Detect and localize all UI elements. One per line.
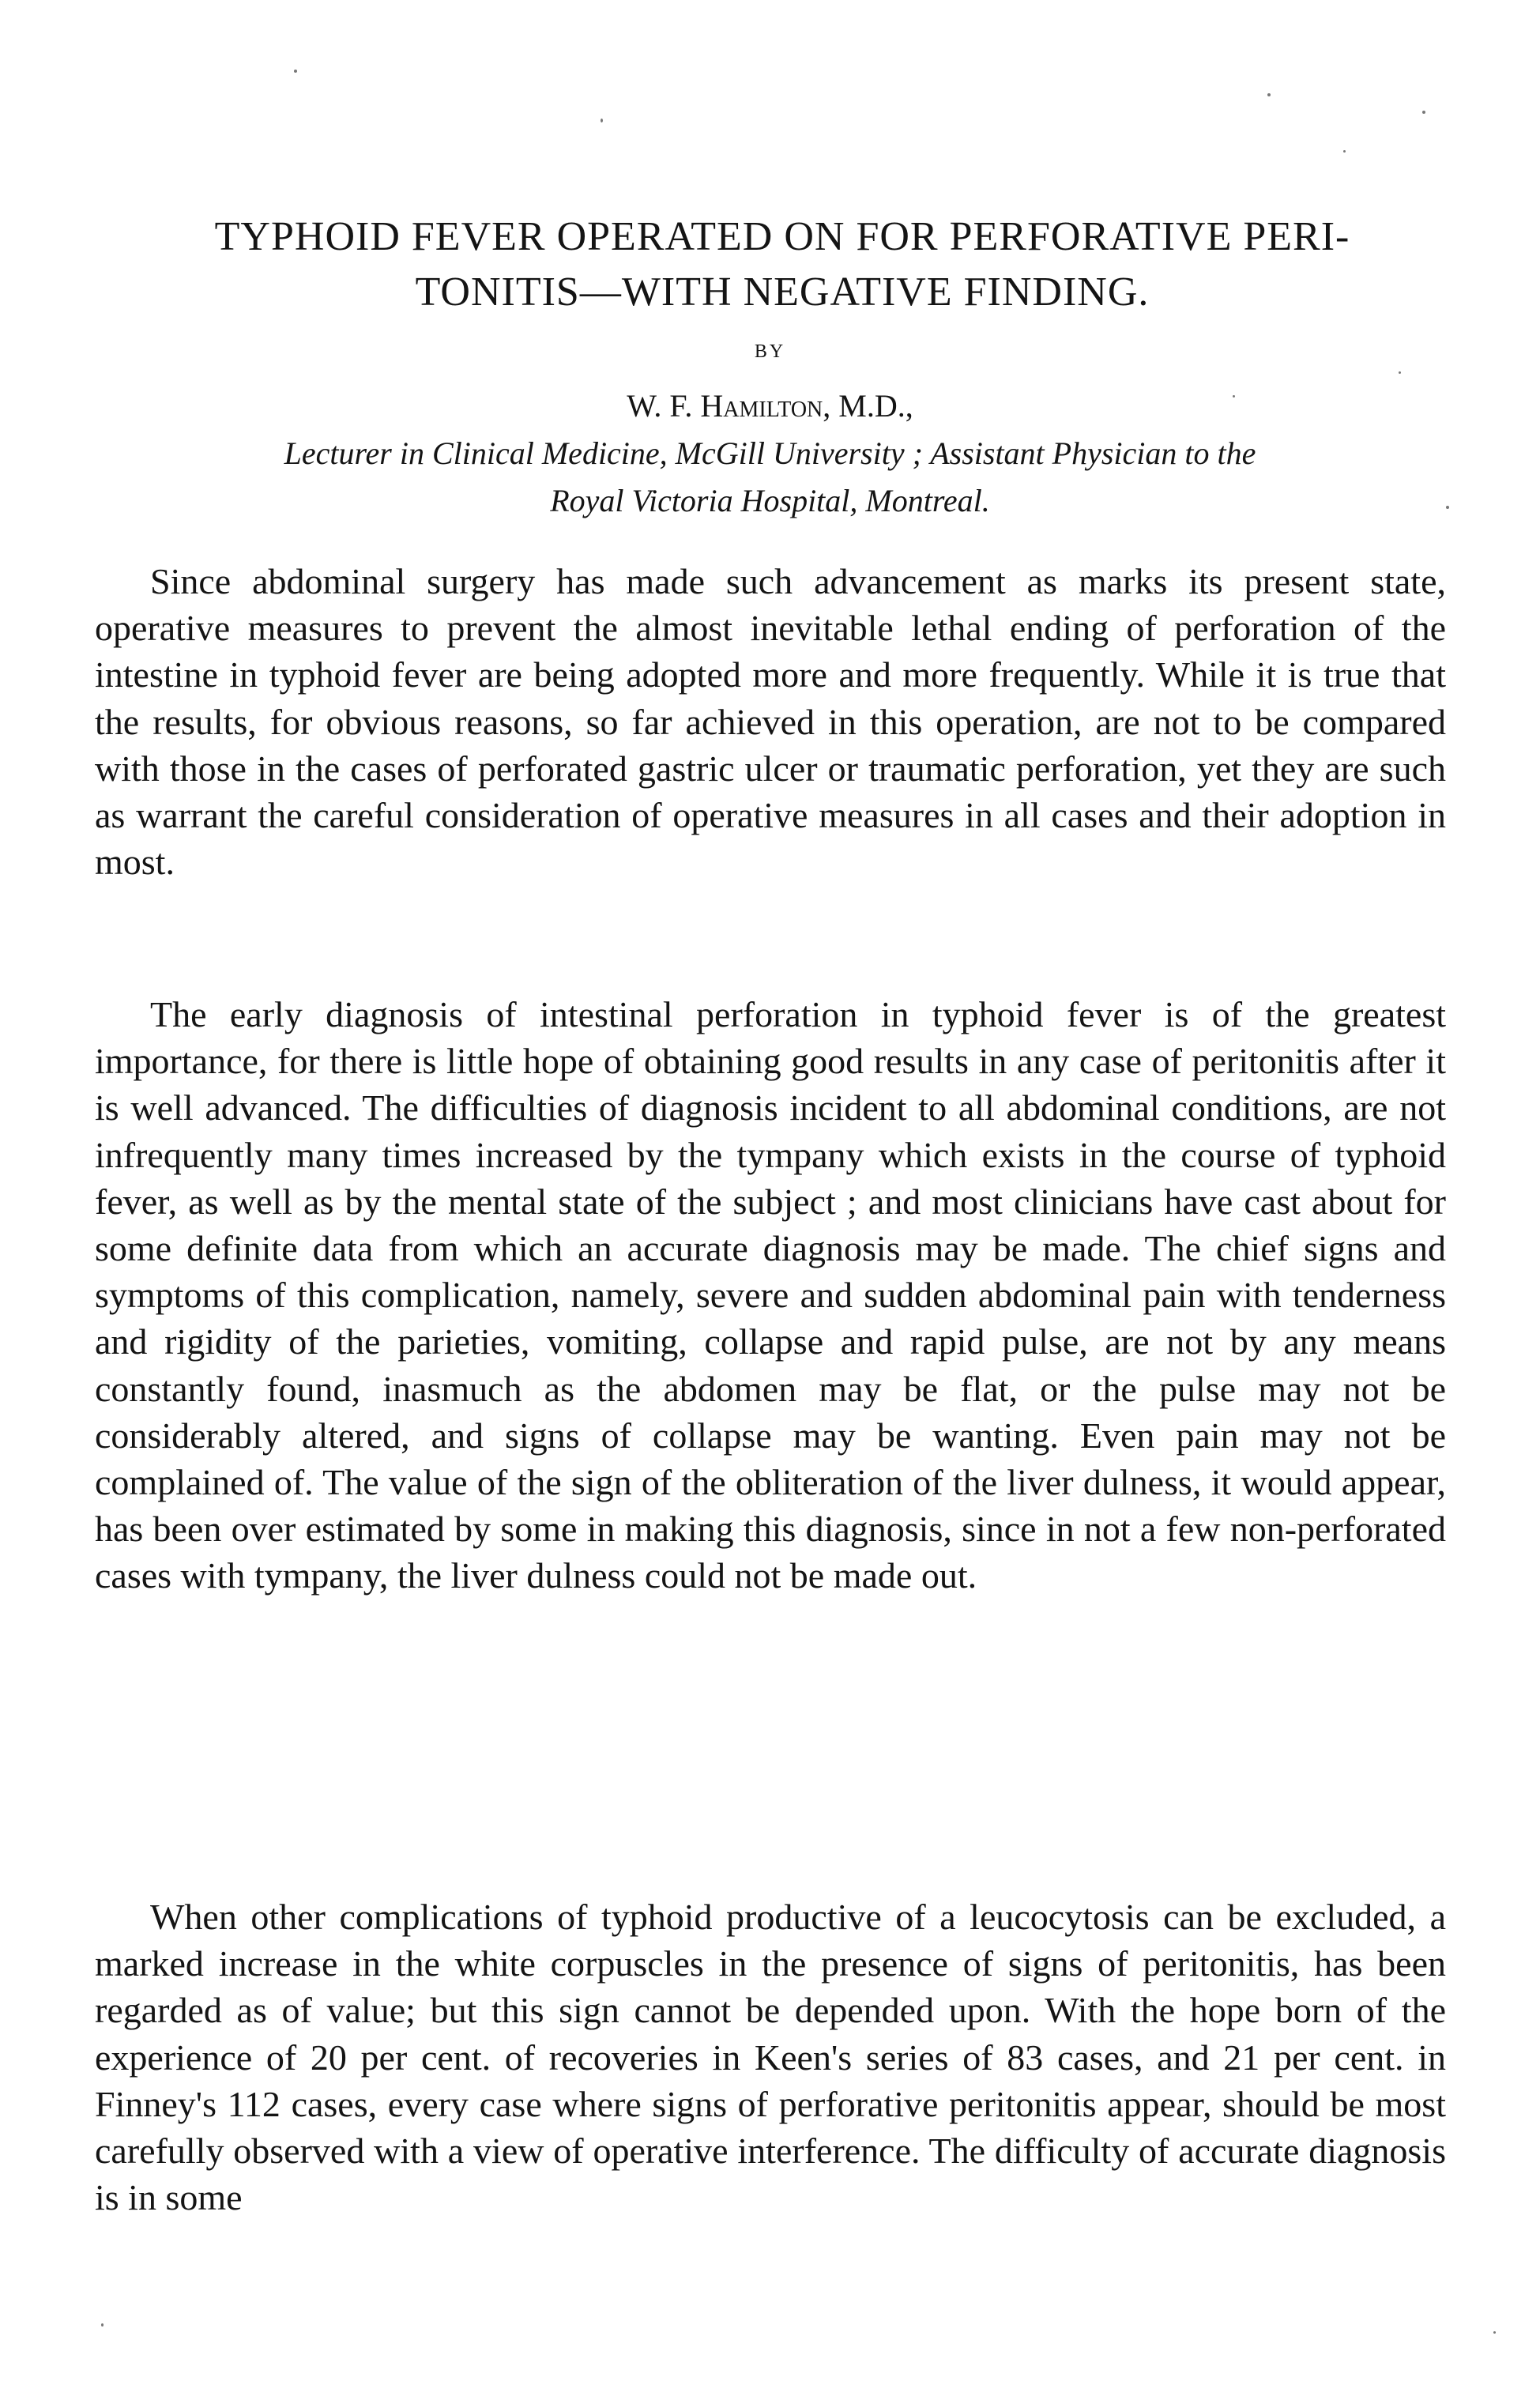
scan-speck [1493, 2331, 1496, 2334]
body-paragraph: The early diagnosis of intestinal perforation in typhoid fever is of the greatest importance, for there is little hope of obtaining good results in any case of peritonitis after it is well advanced. The difficulties of diagnosis incident to all abdominal conditions, are not infrequently many times increased by the tympany which exists in the course of typhoid fever, as well as by the mental state of the subject ; and most clinicians have cast about for some definite data from which an accurate diagnosis may be made. The chief signs and symptoms of this complication, namely, severe and sudden abdominal pain with tenderness and rigidity of the parieties, vomiting, collapse and rapid pulse, are not by any means constantly found, inasmuch as the abdomen may be flat, or the pulse may not be considerably altered, and signs of collapse may be wanting. Even pain may not be complained of. The value of the sign of the obliteration of the liver dulness, it would appear, has been over estimated by some in making this diagnosis, since in not a few non-perforated cases with tympany, the liver dulness could not be made out. [95, 994, 1446, 1596]
article-title-line-1: TYPHOID FEVER OPERATED ON FOR PERFORATIVE PERI- [214, 214, 1350, 259]
scan-speck [1233, 395, 1235, 398]
by-label: BY [754, 341, 786, 362]
scan-speck [1343, 150, 1346, 153]
article-title-line-2: TONITIS—WITH NEGATIVE FINDING. [415, 269, 1150, 315]
scan-speck [1422, 111, 1425, 114]
author-name: W. F. Hamilton, M.D., [627, 388, 913, 424]
body-paragraph: Since abdominal surgery has made such advancement as marks its present state, operative measures to prevent the almost inevitable lethal ending of perforation of the intestine in typhoid fever are being adopted more and more frequently. While it is true that the results, for obvious reasons, so far achieved in this operation, are not to be compared with those in the cases of perforated gastric ulcer or traumatic perforation, yet they are such as warrant the careful consideration of operative measures in all cases and their adoption in most. [95, 561, 1446, 883]
scan-speck [1399, 371, 1401, 374]
scan-speck [101, 2323, 104, 2327]
scan-speck [601, 119, 603, 122]
author-affiliation-line-1: Lecturer in Clinical Medicine, McGill University ; Assistant Physician to the [284, 435, 1256, 471]
body-paragraph: When other complications of typhoid productive of a leucocytosis can be excluded, a marked increase in the white corpuscles in the presence of signs of peritonitis, has been regarded as of value; but this sign cannot be depended upon. With the hope born of the experience of 20 per cent. of recoveries in Keen's series of 83 cases, and 21 per cent. in Finney's 112 cases, every case where signs of perforative peritonitis appear, should be most carefully observed with a view of operative interference. The difficulty of accurate diagnosis is in some [95, 1897, 1446, 2218]
scan-speck [1446, 506, 1449, 509]
scan-speck [1267, 93, 1271, 96]
author-affiliation-line-2: Royal Victoria Hospital, Montreal. [550, 483, 990, 518]
scan-speck [294, 70, 297, 73]
